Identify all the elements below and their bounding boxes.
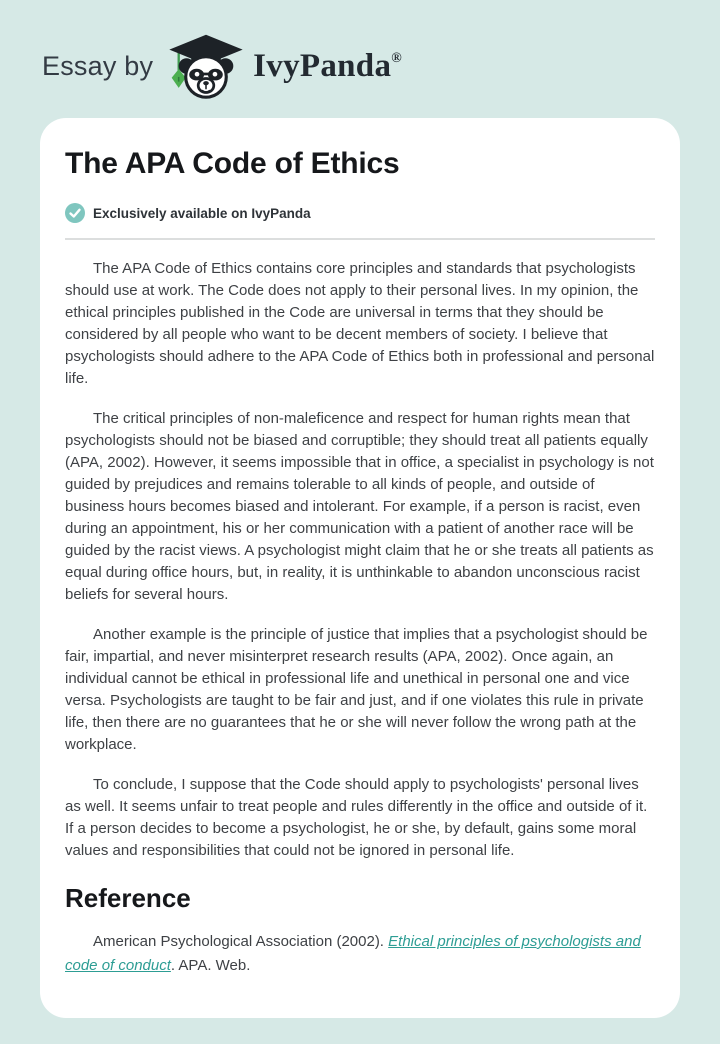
ivypanda-panda-logo-icon [167,30,245,102]
essay-by-label: Essay by [42,50,154,81]
exclusive-badge-label: Exclusively available on IvyPanda [93,205,311,221]
divider [65,238,655,240]
reference-entry [65,930,655,978]
reference-source-link[interactable]: Ethical principles of psychologists and code of conduct [65,933,641,974]
registered-trademark-symbol: ® [391,50,402,66]
reference-citation-end: . APA. Web. [170,957,251,974]
essay-paragraph-3: Another example is the principle of justice that implies that a psychologist should be fair, impartial, and never misinterpret research results (APA, 2002). Once again, an individual cannot be ethical in professional life and unethical in personal one and vice versa. Psychologists are taught to be fair and just, and if one violates this rule in private life, then there are no guarantees that he or she will never follow the wrong path at the workplace. [65,626,648,753]
site-header [0,0,720,118]
essay-card [40,118,680,1018]
essay-title: The APA Code of Ethics [65,147,400,180]
essay-paragraph-2: The critical principles of non-maleficence and respect for human rights mean that psychologists should not be biased and corruptible; they should treat all patients equally (APA, 2002). However, it seems impossible that in office, a specialist in psychology is not guided by prejudices and remains tolerable to all kinds of people, and outside of business hours becomes biased and intolerant. For example, if a person is racist, even during an appointment, his or her communication with a patient of another race will be guided by the racist views. A psychologist might claim that he or she treats all patients as equal during office hours, but, in reality, it is unthinkable to abandon unconscious racist beliefs for several hours. [65,410,654,603]
brand-name: IvyPanda [253,47,392,84]
brand-wordmark [253,48,402,85]
exclusive-badge [65,203,655,223]
essay-body [65,258,655,862]
essay-paragraph-4: To conclude, I suppose that the Code should apply to psychologists' personal lives as well. It seems unfair to treat people and rules differently in the office and outside of it. If a person decides to become a psychologist, he or she, by default, gains some moral values and responsibilities that could not be ignored in personal life. [65,776,648,859]
essay-paragraph-1: The APA Code of Ethics contains core principles and standards that psychologists should use at work. The Code does not apply to their personal lives. In my opinion, the ethical principles published in the Code are universal in terms that they should be considered by all people who want to be decent members of society. I believe that psychologists should adhere to the APA Code of Ethics both in professional and personal life. [65,260,655,387]
reference-citation-start: American Psychological Association (2002). [93,933,389,950]
reference-heading: Reference [65,883,191,913]
checkmark-icon [65,203,85,223]
